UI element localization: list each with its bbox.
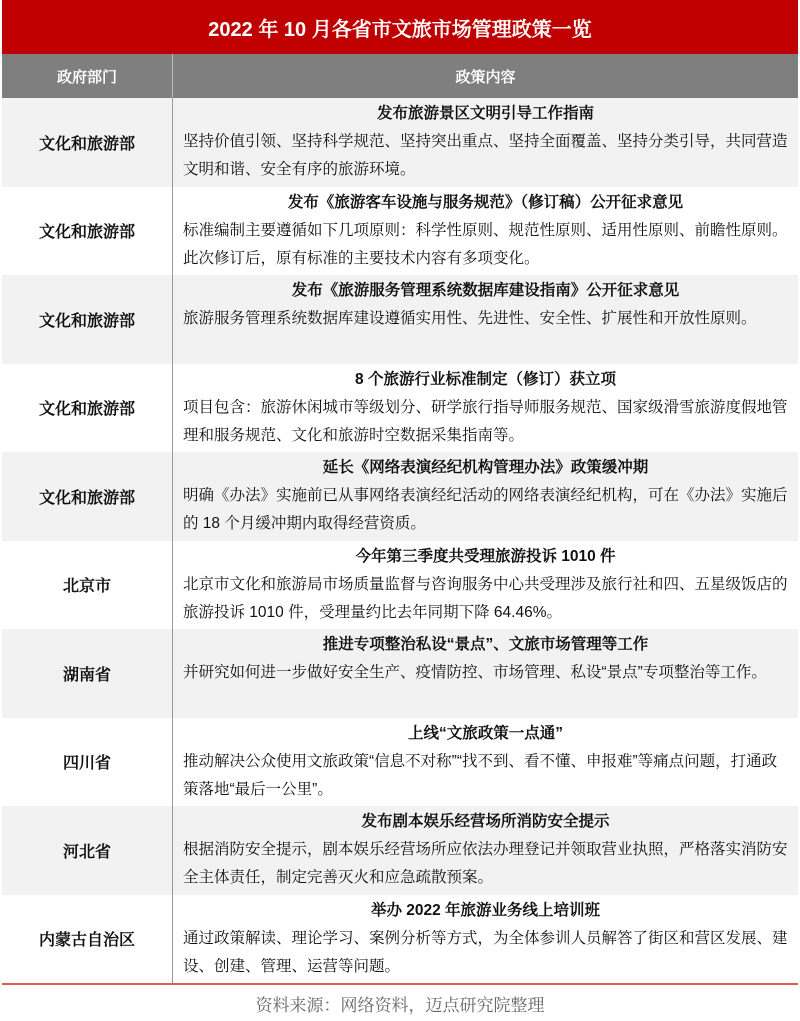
table-row [2, 541, 798, 630]
policy-detail: 推动解决公众使用文旅政策“信息不对称”“找不到、看不懂、申报难”等痛点问题，打通政策落地“最后一公里”。 [183, 752, 778, 798]
policy-cell [173, 364, 798, 453]
dept-cell: 文化和旅游部 [2, 364, 173, 453]
policy-cell [173, 452, 798, 541]
table-body [2, 98, 798, 985]
policy-detail: 明确《办法》实施前已从事网络表演经纪活动的网络表演经纪机构，可在《办法》实施后的 18 个月缓冲期内取得经营资质。 [183, 487, 788, 532]
table-row [2, 364, 798, 453]
table-row [2, 718, 798, 807]
dept-cell: 四川省 [2, 718, 173, 807]
policy-detail: 标准编制主要遵循如下几项原则：科学性原则、规范性原则、适用性原则、前瞻性原则。此次修订后，原有标准的主要技术内容有多项变化。 [183, 221, 788, 267]
policy-detail: 北京市文化和旅游局市场质量监督与咨询服务中心共受理涉及旅行社和四、五星级饭店的旅游投诉 1010 件，受理量约比去年同期下降 64.46%。 [183, 575, 788, 621]
policy-headline: 今年第三季度共受理旅游投诉 1010 件 [355, 547, 616, 565]
column-header-dept: 政府部门 [2, 54, 173, 98]
dept-cell: 湖南省 [2, 629, 173, 718]
table-row [2, 98, 798, 187]
column-header-content: 政策内容 [455, 68, 516, 86]
dept-cell: 河北省 [2, 806, 173, 895]
dept-cell: 文化和旅游部 [2, 98, 173, 187]
table-row [2, 275, 798, 364]
dept-cell: 文化和旅游部 [2, 452, 173, 541]
table-title: 2022 年 10 月各省市文旅市场管理政策一览 [2, 0, 798, 54]
dept-cell: 文化和旅游部 [2, 187, 173, 276]
table-row [2, 806, 798, 895]
policy-headline: 延长《网络表演经纪机构管理办法》政策缓冲期 [322, 459, 649, 476]
policy-cell [173, 187, 798, 276]
policy-detail: 旅游服务管理系统数据库建设遵循实用性、先进性、安全性、扩展性和开放性原则。 [183, 310, 757, 327]
policy-cell [173, 98, 798, 187]
policy-cell [173, 806, 798, 895]
policy-headline: 发布《旅游服务管理系统数据库建设指南》公开征求意见 [291, 282, 680, 299]
policy-cell [173, 541, 798, 630]
policy-detail: 坚持价值引领、坚持科学规范、坚持突出重点、坚持全面覆盖、坚持分类引导，共同营造文明和谐、安全有序的旅游环境。 [183, 133, 788, 178]
source-note: 资料来源：网络资料，迈点研究院整理 [255, 995, 545, 1015]
dept-cell: 文化和旅游部 [2, 275, 173, 364]
policy-detail: 项目包含：旅游休闲城市等级划分、研学旅行指导师服务规范、国家级滑雪旅游度假地管理和服务规范、文化和旅游时空数据采集指南等。 [183, 398, 788, 444]
policy-headline: 发布旅游景区文明引导工作指南 [376, 105, 594, 122]
policy-headline: 发布剧本娱乐经营场所消防安全提示 [361, 813, 610, 830]
policy-headline: 8 个旅游行业标准制定（修订）获立项 [355, 370, 616, 388]
policy-detail: 并研究如何进一步做好安全生产、疫情防控、市场管理、私设“景点”专项整治等工作。 [183, 664, 767, 681]
policy-headline: 上线“文旅政策一点通” [407, 724, 563, 742]
policy-detail: 根据消防安全提示，剧本娱乐经营场所应依法办理登记并领取营业执照，严格落实消防安全主体责任，制定完善灭火和应急疏散预案。 [183, 841, 788, 886]
table-row [2, 187, 798, 276]
policy-headline: 举办 2022 年旅游业务线上培训班 [370, 901, 601, 919]
policy-cell [173, 275, 798, 364]
policy-cell [173, 718, 798, 807]
policy-headline: 发布《旅游客车设施与服务规范》（修订稿）公开征求意见 [287, 193, 684, 211]
table-header [2, 54, 798, 98]
dept-cell: 北京市 [2, 541, 173, 630]
policy-headline: 推进专项整治私设“景点”、文旅市场管理等工作 [322, 636, 649, 653]
policy-detail: 通过政策解读、理论学习、案例分析等方式，为全体参训人员解答了街区和营区发展、建设、创建、管理、运营等问题。 [183, 929, 788, 975]
policy-cell [173, 895, 798, 984]
table-row [2, 895, 798, 984]
table-row [2, 629, 798, 718]
dept-cell: 内蒙古自治区 [2, 895, 173, 984]
table-row [2, 452, 798, 541]
policy-cell [173, 629, 798, 718]
